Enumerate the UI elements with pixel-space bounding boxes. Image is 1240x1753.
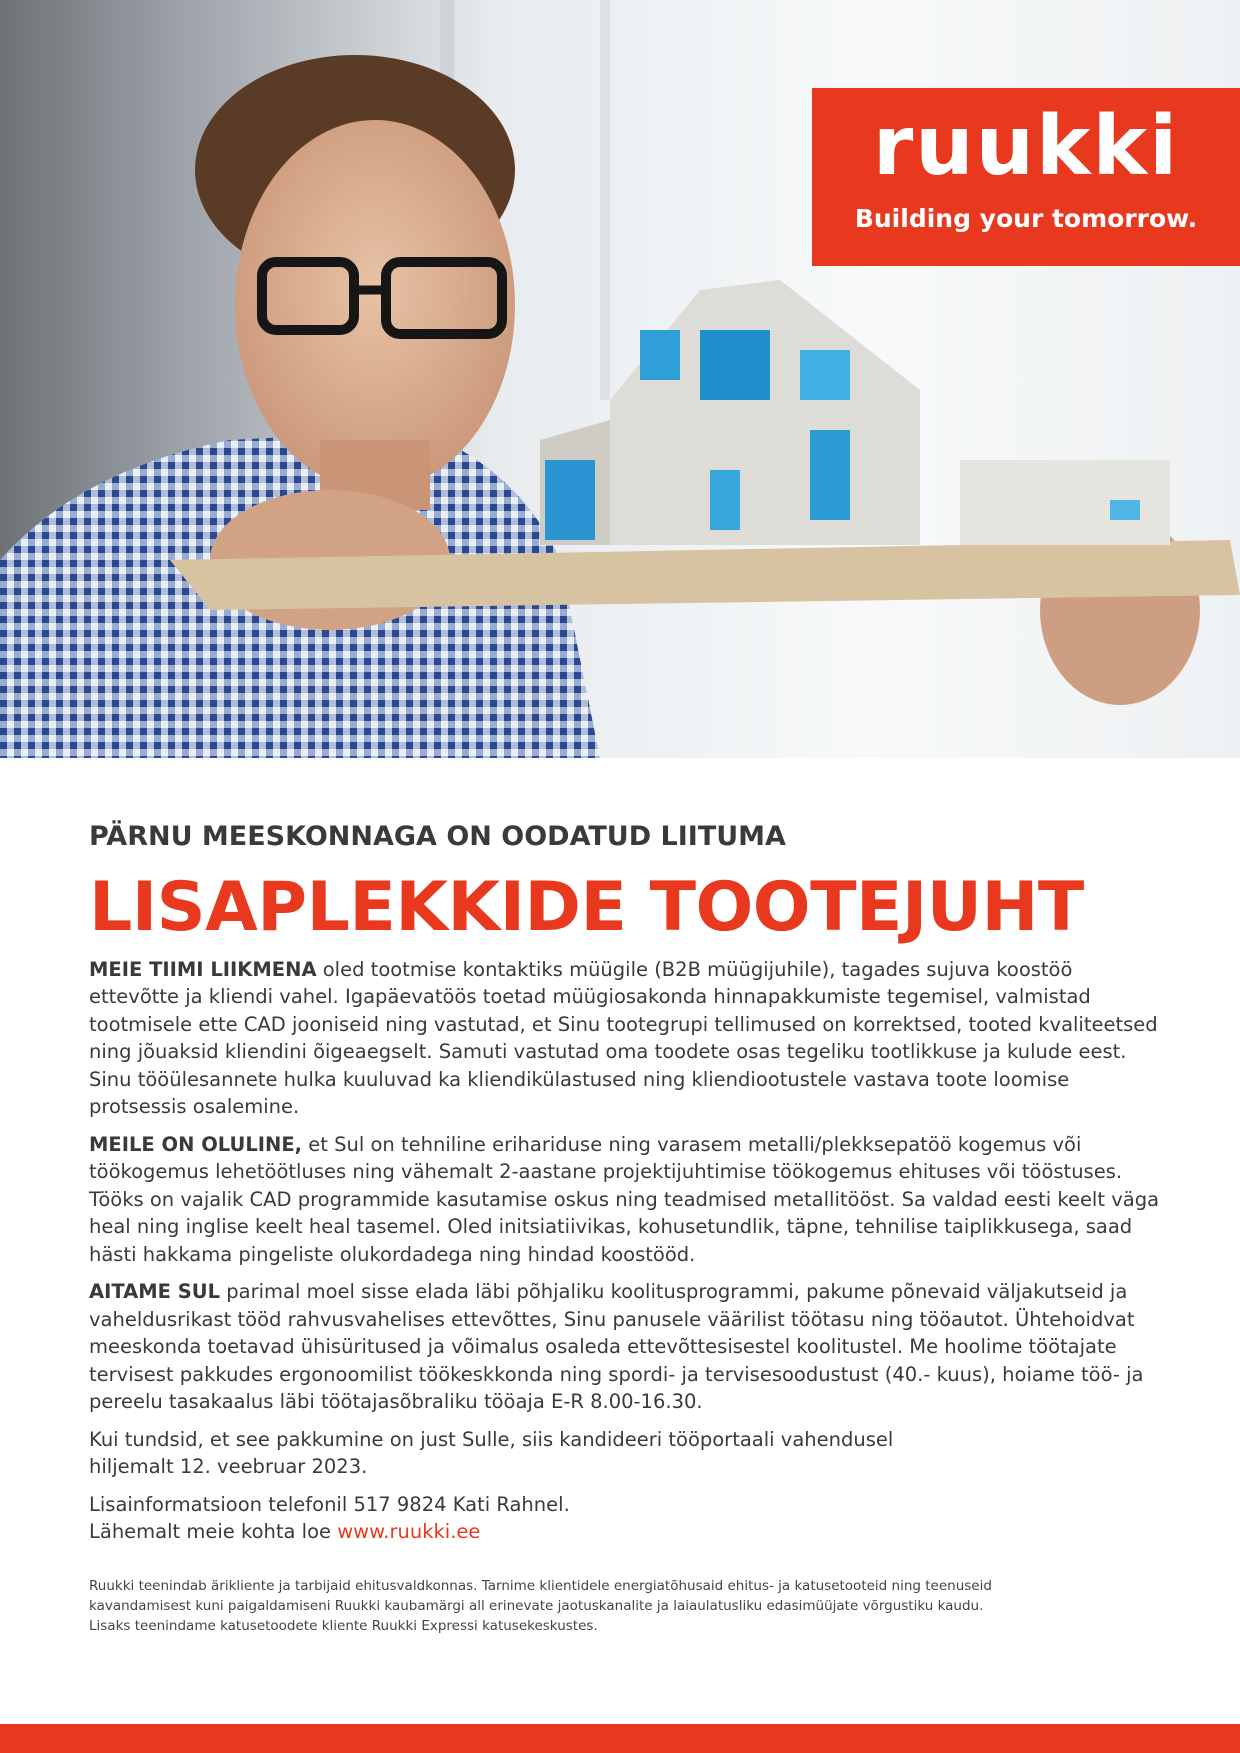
paragraph-benefits-lead: AITAME SUL — [89, 1280, 221, 1304]
footnote-line-3: Lisaks teenindame katusetoodete kliente Ruukki Expressi katusekeskustes. — [89, 1617, 598, 1634]
subtitle: PÄRNU MEESKONNAGA ON OODATUD LIITUMA — [89, 821, 786, 852]
paragraph-requirements-text: et Sul on tehniline erihariduse ning varasem metalli/plekksepatöö kogemus või töökogemus lehetöötluses ning vähemalt 2-aastane projektijuhtimise töökogemus ehituses või tööstuses. Tööks on vajalik CAD programmide kasutamise oskus ning teadmised metallitööst. Sa valdad eesti keelt väga heal ning inglise keelt heal tasemel. Oled initsiatiivikas, kohusetundlik, täpne, tehnilise taiplikkusega, saad hästi hakkama pingeliste olukordadega ning hindad koostööd. — [89, 1132, 1160, 1266]
paragraph-role-lead: MEIE TIIMI LIIKMENA — [89, 957, 317, 981]
job-ad-content — [89, 822, 1159, 1636]
logo-wordmark: ruukki — [872, 99, 1180, 194]
website-link[interactable]: www.ruukki.ee — [337, 1520, 481, 1544]
paragraph-requirements — [89, 1131, 1159, 1269]
contact-phone: Lisainformatsioon telefonil 517 9824 Kati Rahnel. — [89, 1492, 570, 1516]
paragraph-benefits-text: parimal moel sisse elada läbi põhjaliku koolitusprogrammi, pakume põnevaid väljakutseid ja vaheldusrikast tööd rahvusvahelises ettevõttes, Sinu panusele väärilist töötasu ning tööautot. Ühtehoidvat meeskonda toetavad ühisüritused ja võimalus osaleda ettevõttesisestel koolitustel. Me hoolime töötajate tervisest pakkudes ergonoomilist töökeskkonda ning spordi- ja tervisesoodustust (40.- kuus), hoiame töö- ja pereelu tasakaalus läbi töötajasõbraliku tööaja E-R 8.00-16.30. — [89, 1280, 1144, 1414]
logo-tagline: Building your tomorrow. — [854, 204, 1198, 233]
bottom-brand-bar — [0, 1724, 1240, 1753]
paragraph-role-text: oled tootmise kontaktiks müügile (B2B müügijuhile), tagades sujuva koostöö ettevõtte ja kliendi vahel. Igapäevatöös toetad müügiosakonda hinnapakkumiste tegemisel, valmistad tootmisele ette CAD jooniseid ning vastutad, et Sinu tootegrupi tellimused on korrektsed, tooted kvaliteetsed ning jõuaksid kliendini õigeaegselt. Samuti vastutad oma toodete osas tegeliku tootlikkuse ja kulude eest. Sinu tööülesannete hulka kuuluvad ka kliendikülastused ning kliendiootustele vastava toote loomise protsessis osalemine. — [89, 957, 1158, 1119]
paragraph-requirements-lead: MEILE ON OLULINE, — [89, 1132, 303, 1156]
paragraph-role — [89, 956, 1159, 1121]
company-footnote — [89, 1576, 1159, 1636]
job-title: LISAPLEKKIDE TOOTEJUHT — [89, 867, 1084, 947]
apply-line-1: Kui tundsid, et see pakkumine on just Sulle, siis kandideeri tööportaali vahendusel — [89, 1427, 894, 1451]
paragraph-benefits — [89, 1278, 1159, 1416]
footnote-line-1: Ruukki teenindab ärikliente ja tarbijaid ehitusvaldkonnas. Tarnime klientidele energiatõhusaid ehitus- ja katusetooteid ning teenuseid — [89, 1577, 992, 1594]
footnote-line-2: kavandamisest kuni paigaldamiseni Ruukki kaubamärgi all erinevate jaotuskanalite ja laiaulatusliku edasimüüjate võrgustiku kaudu. — [89, 1597, 984, 1614]
ruukki-logo — [812, 88, 1240, 266]
paragraph-contact — [89, 1491, 1159, 1546]
apply-deadline: hiljemalt 12. veebruar 2023. — [89, 1455, 368, 1479]
contact-website-prefix: Lähemalt meie kohta loe — [89, 1520, 338, 1544]
paragraph-apply — [89, 1426, 1159, 1481]
